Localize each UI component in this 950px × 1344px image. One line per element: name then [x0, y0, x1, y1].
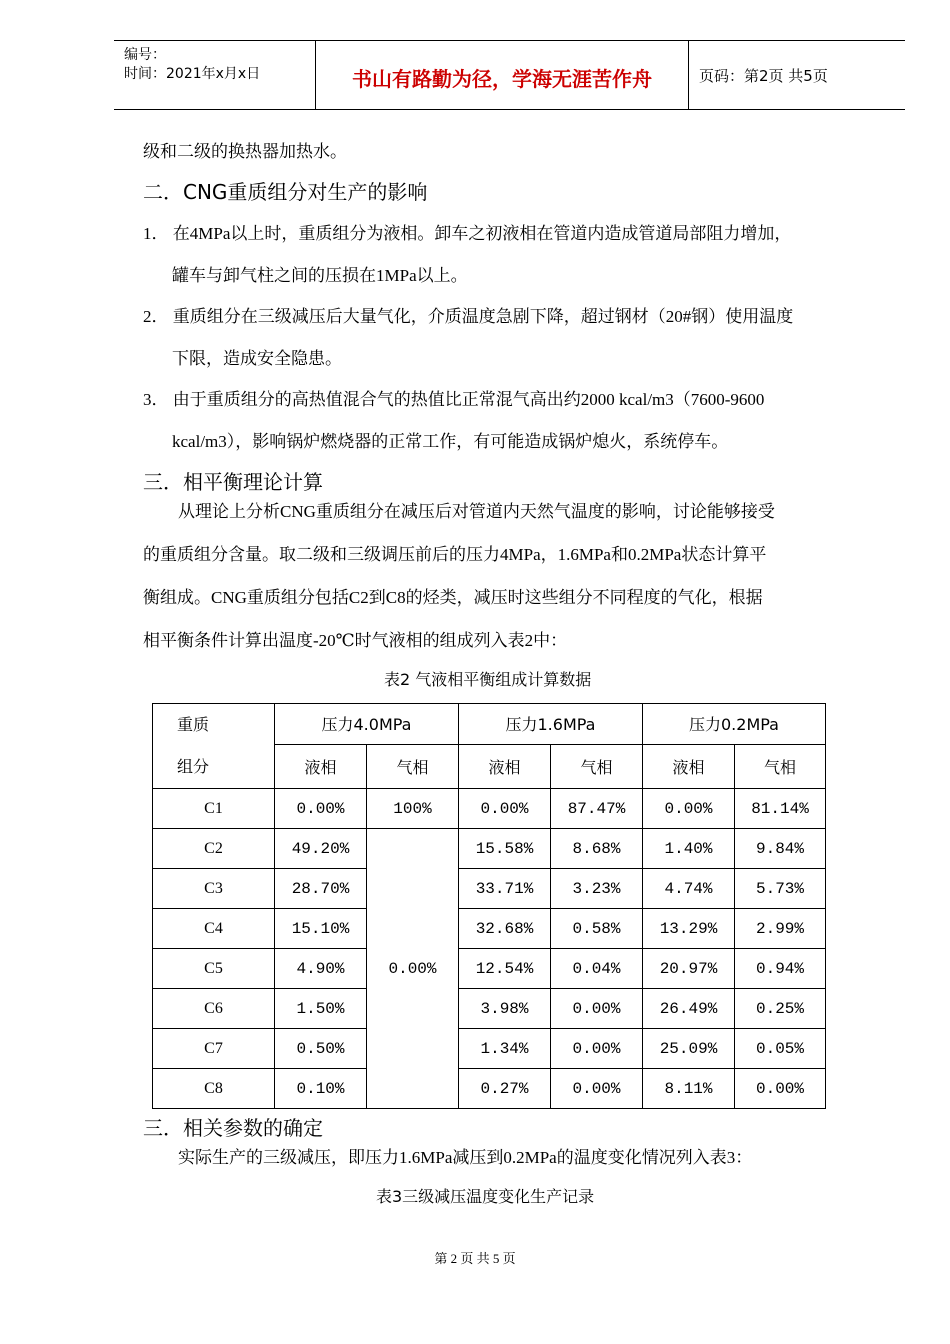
- cell-g02: 2.99%: [735, 909, 826, 949]
- table-row: [153, 1069, 826, 1109]
- page-footer: 第 2 页 共 5 页: [434, 1251, 516, 1266]
- cell-g02: 0.94%: [735, 949, 826, 989]
- cell-l40: 1.50%: [275, 989, 367, 1029]
- header-meta: [114, 41, 316, 109]
- cell-g16: 0.04%: [551, 949, 643, 989]
- para3: 衡组成。CNG重质组分包括C2到C8的烃类，减压时这些组分不同程度的气化，根据: [143, 588, 763, 607]
- section4-title: 三．相关参数的确定: [143, 1116, 323, 1140]
- cell-g16: 0.00%: [551, 1029, 643, 1069]
- row-name: C5: [153, 949, 275, 989]
- cell-g02: 0.00%: [735, 1069, 826, 1109]
- cell-l40: 49.20%: [275, 829, 367, 869]
- table2-caption: 表2 气液相平衡组成计算数据: [384, 670, 592, 689]
- row-name: C6: [153, 989, 275, 1029]
- cell-l40: 15.10%: [275, 909, 367, 949]
- group-header-0-2mpa: 压力0.2MPa: [643, 704, 826, 745]
- table-row: [153, 989, 826, 1029]
- header-page-cell: [689, 41, 905, 109]
- row-name: C4: [153, 909, 275, 949]
- para4: 相平衡条件计算出温度-20℃时气液相的组成列入表2中：: [143, 631, 568, 650]
- cell-l16: 12.54%: [459, 949, 551, 989]
- time-label: 时间：2021年x月x日: [124, 66, 261, 82]
- cell-l02: 13.29%: [643, 909, 735, 949]
- table-row: [153, 1029, 826, 1069]
- cell-g02: 5.73%: [735, 869, 826, 909]
- cell-l16: 33.71%: [459, 869, 551, 909]
- item3-line1: 3． 由于重质组分的高热值混合气的热值比正常混气高出约2000 kcal/m3（7600-9600: [143, 390, 765, 409]
- cell-l16: 32.68%: [459, 909, 551, 949]
- cell-g16: 0.00%: [551, 989, 643, 1029]
- cell-g16: 87.47%: [551, 789, 643, 829]
- cell-g02: 9.84%: [735, 829, 826, 869]
- item2-line1: 2． 重质组分在三级减压后大量气化，介质温度急剧下降，超过钢材（20#钢）使用温度: [143, 307, 794, 326]
- row-name: C2: [153, 829, 275, 869]
- item3-line2: kcal/m3），影响锅炉燃烧器的正常工作，有可能造成锅炉熄火，系统停车。: [172, 432, 729, 451]
- component-header-line2: 组分: [177, 757, 210, 776]
- row-name: C1: [153, 789, 275, 829]
- cell-l40: 0.50%: [275, 1029, 367, 1069]
- cell-l02: 26.49%: [643, 989, 735, 1029]
- table-row: [153, 829, 826, 869]
- cell-l16: 0.27%: [459, 1069, 551, 1109]
- cell-l40: 0.10%: [275, 1069, 367, 1109]
- subheader-gas: 气相: [367, 744, 459, 788]
- para2: 的重质组分含量。取二级和三级调压前后的压力4MPa，1.6MPa和0.2MPa状态计算平: [143, 545, 767, 564]
- cell-l02: 0.00%: [643, 789, 735, 829]
- subheader-liquid: 液相: [459, 744, 551, 788]
- cell-g16: 0.58%: [551, 909, 643, 949]
- para5: 实际生产的三级减压，即压力1.6MPa减压到0.2MPa的温度变化情况列入表3：: [178, 1148, 753, 1167]
- group-header-1-6mpa: 压力1.6MPa: [459, 704, 643, 745]
- item1-line1: 1． 在4MPa以上时，重质组分为液相。卸车之初液相在管道内造成管道局部阻力增加，: [143, 224, 792, 243]
- table-row: [153, 789, 826, 829]
- cell-l40: 28.70%: [275, 869, 367, 909]
- section3-title: 三．相平衡理论计算: [143, 470, 323, 494]
- subheader-liquid: 液相: [643, 744, 735, 788]
- component-header: [153, 704, 275, 789]
- table-row: [153, 949, 826, 989]
- cell-l16: 3.98%: [459, 989, 551, 1029]
- phase-equilibrium-table: [152, 703, 826, 1109]
- cell-g16: 8.68%: [551, 829, 643, 869]
- cell-l02: 4.74%: [643, 869, 735, 909]
- header-motto-cell: [316, 41, 689, 109]
- cell-l02: 25.09%: [643, 1029, 735, 1069]
- subheader-gas: 气相: [735, 744, 826, 788]
- row-name: C7: [153, 1029, 275, 1069]
- cell-g40: 100%: [367, 789, 459, 829]
- page-info: 页码：第2页 共5页: [699, 67, 828, 85]
- intro-line: 级和二级的换热器加热水。: [143, 142, 347, 161]
- number-label: 编号：: [124, 47, 166, 63]
- subheader-liquid: 液相: [275, 744, 367, 788]
- page-header: [114, 40, 905, 110]
- cell-l16: 15.58%: [459, 829, 551, 869]
- subheader-gas: 气相: [551, 744, 643, 788]
- cell-l40: 4.90%: [275, 949, 367, 989]
- section2-title: 二．CNG重质组分对生产的影响: [143, 180, 428, 204]
- cell-l02: 20.97%: [643, 949, 735, 989]
- cell-g02: 81.14%: [735, 789, 826, 829]
- cell-g40-merged: 0.00%: [367, 829, 459, 1109]
- motto: 书山有路勤为径，学海无涯苦作舟: [352, 67, 652, 91]
- cell-g16: 3.23%: [551, 869, 643, 909]
- item2-line2: 下限，造成安全隐患。: [172, 349, 342, 368]
- cell-g16: 0.00%: [551, 1069, 643, 1109]
- table3-caption: 表3三级减压温度变化生产记录: [376, 1187, 595, 1206]
- table-row: [153, 869, 826, 909]
- row-name: C3: [153, 869, 275, 909]
- cell-l02: 8.11%: [643, 1069, 735, 1109]
- component-header-line1: 重质: [177, 715, 210, 734]
- cell-g02: 0.05%: [735, 1029, 826, 1069]
- cell-l40: 0.00%: [275, 789, 367, 829]
- cell-l16: 1.34%: [459, 1029, 551, 1069]
- para1: 从理论上分析CNG重质组分在减压后对管道内天然气温度的影响，讨论能够接受: [178, 502, 775, 521]
- cell-l16: 0.00%: [459, 789, 551, 829]
- group-header-4mpa: 压力4.0MPa: [275, 704, 459, 745]
- cell-l02: 1.40%: [643, 829, 735, 869]
- cell-g02: 0.25%: [735, 989, 826, 1029]
- table-row: [153, 909, 826, 949]
- item1-line2: 罐车与卸气柱之间的压损在1MPa以上。: [172, 266, 468, 285]
- row-name: C8: [153, 1069, 275, 1109]
